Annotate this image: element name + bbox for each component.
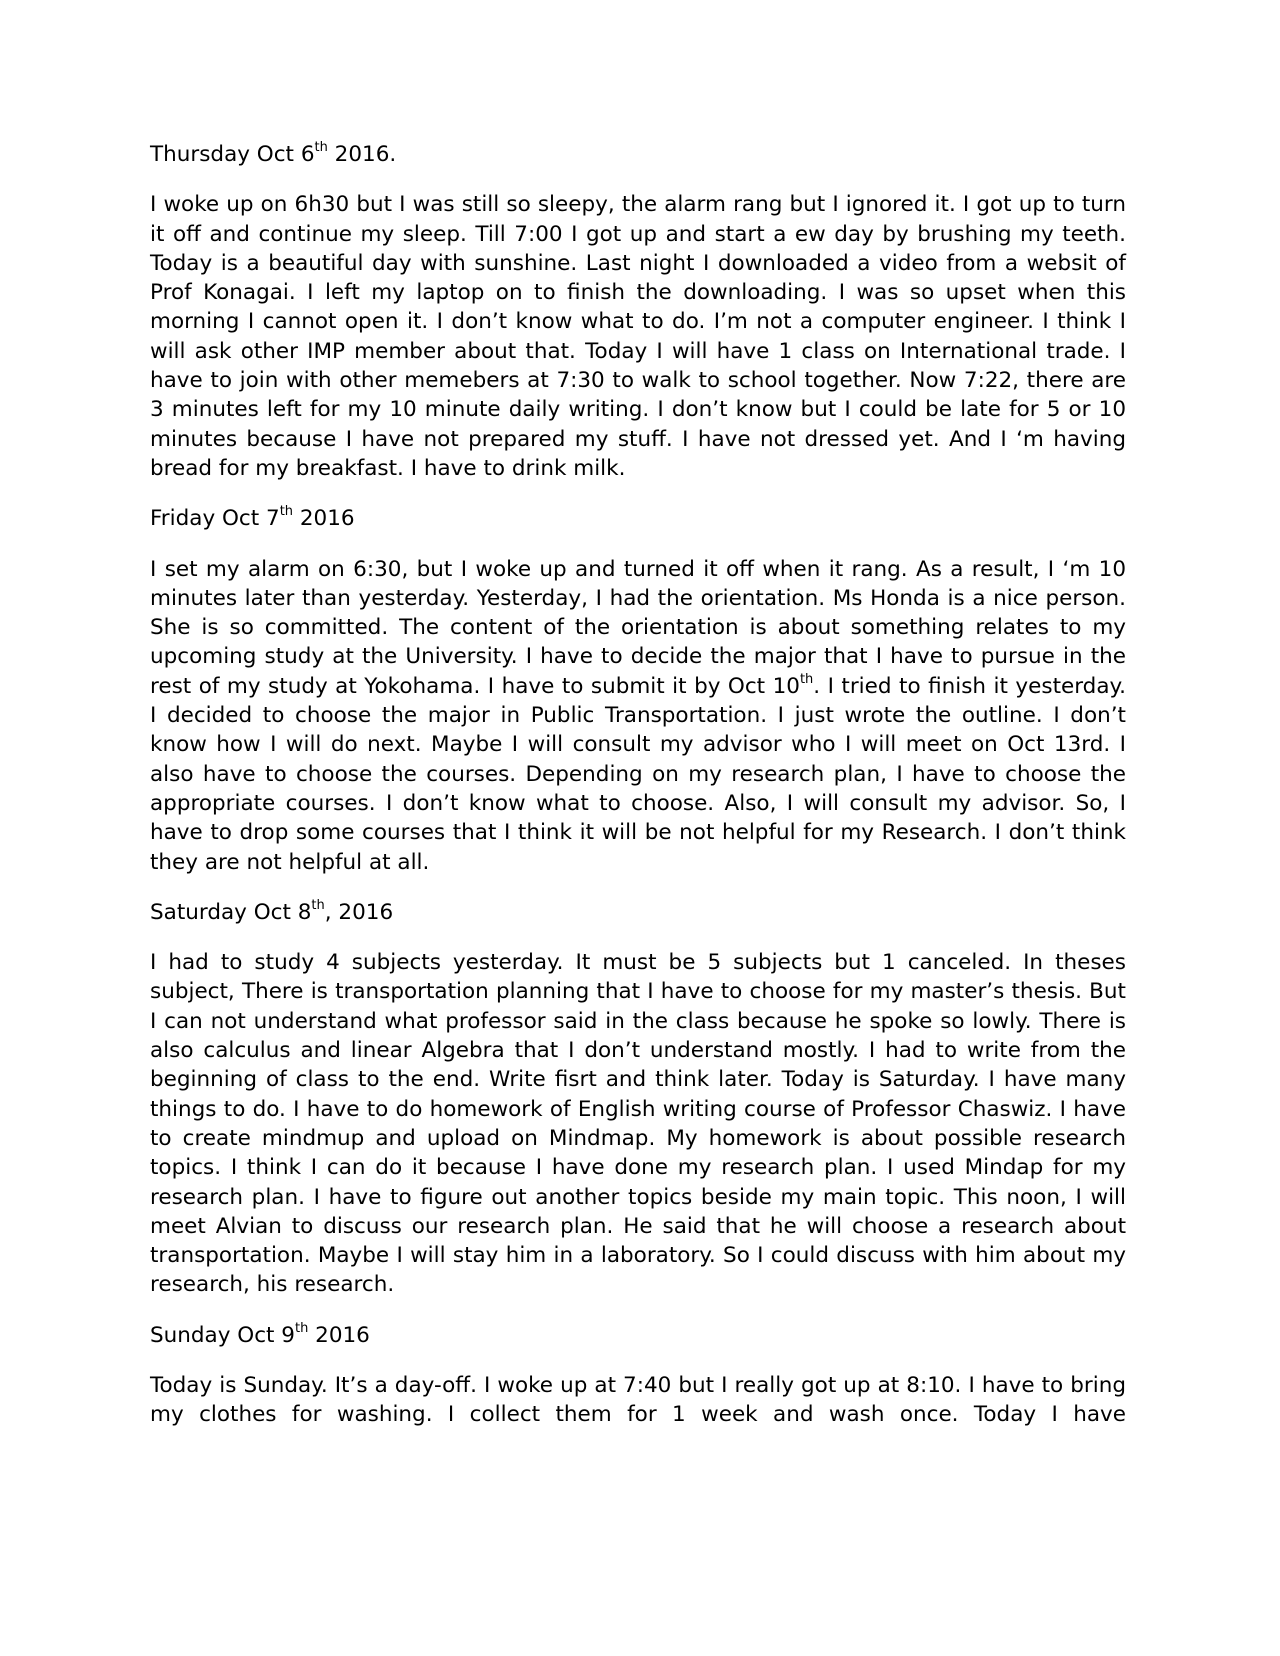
date-text: Thursday Oct 6 bbox=[150, 142, 315, 167]
entry-date-thursday bbox=[150, 140, 1126, 169]
document-page bbox=[150, 140, 1126, 1451]
date-year: , 2016 bbox=[324, 899, 394, 925]
date-year: 2016 bbox=[308, 1322, 370, 1348]
body-ordinal: th bbox=[799, 671, 814, 687]
date-year: 2016 bbox=[293, 506, 355, 532]
body-text: I set my alarm on 6:30, but I woke up and turned it off when it rang. As a result, I ‘m 10 minutes later than yesterday. Yesterday, I had the orientation. Ms Honda is a nice person. She is so committed. The content of the orientation is about something relates to my upcoming study at the University. I have to decide the major that I have to pursue in the rest of my study at Yokohama. I have to submit it by Oct 10 bbox=[150, 556, 1126, 699]
date-ordinal: th bbox=[279, 504, 294, 520]
body-text: . I tried to finish it yesterday. I decided to choose the major in Public Transportation. I just wrote the outline. I don’t know how I will do next. Maybe I will consult my advisor who I will meet on Oct 13rd. I also have to choose the courses. Depending on my research plan, I have to choose the appropriate courses. I don’t know what to choose. Also, I will consult my advisor. So, I have to drop some courses that I think it will be not helpful for my Research. I don’t think they are not helpful at all. bbox=[150, 673, 1127, 875]
entry-body-friday bbox=[150, 555, 1126, 877]
entry-date-friday bbox=[150, 504, 1126, 533]
entry-body-sunday: Today is Sunday. It’s a day-off. I woke up at 7:40 but I really got up at 8:10. I have to bring my clothes for washing. I collect them for 1 week and wash once. Today I have bbox=[150, 1372, 1126, 1428]
date-ordinal: th bbox=[311, 897, 325, 913]
entry-body-thursday: I woke up on 6h30 but I was still so sleepy, the alarm rang but I ignored it. I got up to turn it off and continue my sleep. Till 7:00 I got up and start a ew day by brushing my teeth. Today is a beautiful day with sunshine. Last night I downloaded a video from a websit of Prof Konagai. I left my laptop on to finish the downloading. I was so upset when this morning I cannot open it. I don’t know what to do. I’m not a computer engineer. I think I will ask other IMP member about that. Today I will have 1 class on International trade. I have to join with other memebers at 7:30 to walk to school together. Now 7:22, there are 3 minutes left for my 10 minute daily writing. I don’t know but I could be late for 5 or 10 minutes because I have not prepared my stuff. I have not dressed yet. And I ‘m having bread for my breakfast. I have to drink milk. bbox=[150, 192, 1126, 481]
date-text: Friday Oct 7 bbox=[150, 506, 280, 532]
date-ordinal: th bbox=[294, 1320, 309, 1336]
entry-date-saturday bbox=[150, 898, 1126, 927]
date-text: Sunday Oct 9 bbox=[150, 1322, 295, 1348]
entry-body-saturday: I had to study 4 subjects yesterday. It must be 5 subjects but 1 canceled. In theses subject, There is transportation planning that I have to choose for my master’s thesis. But I can not understand what professor said in the class because he spoke so lowly. There is also calculus and linear Algebra that I don’t understand mostly. I had to write from the beginning of class to the end. Write fisrt and think later. Today is Saturday. I have many things to do. I have to do homework of English writing course of Professor Chaswiz. I have to create mindmup and upload on Mindmap. My homework is about possible research topics. I think I can do it because I have done my research plan. I used Mindap for my research plan. I have to figure out another topics beside my main topic. This noon, I will meet Alvian to discuss our research plan. He said that he will choose a research about transportation. Maybe I will stay him in a laboratory. So I could discuss with him about my research, his research. bbox=[150, 950, 1126, 1298]
date-text: Saturday Oct 8 bbox=[150, 899, 312, 925]
date-ordinal: th bbox=[314, 139, 328, 155]
entry-date-sunday bbox=[150, 1321, 1126, 1350]
date-year: 2016. bbox=[327, 142, 397, 167]
